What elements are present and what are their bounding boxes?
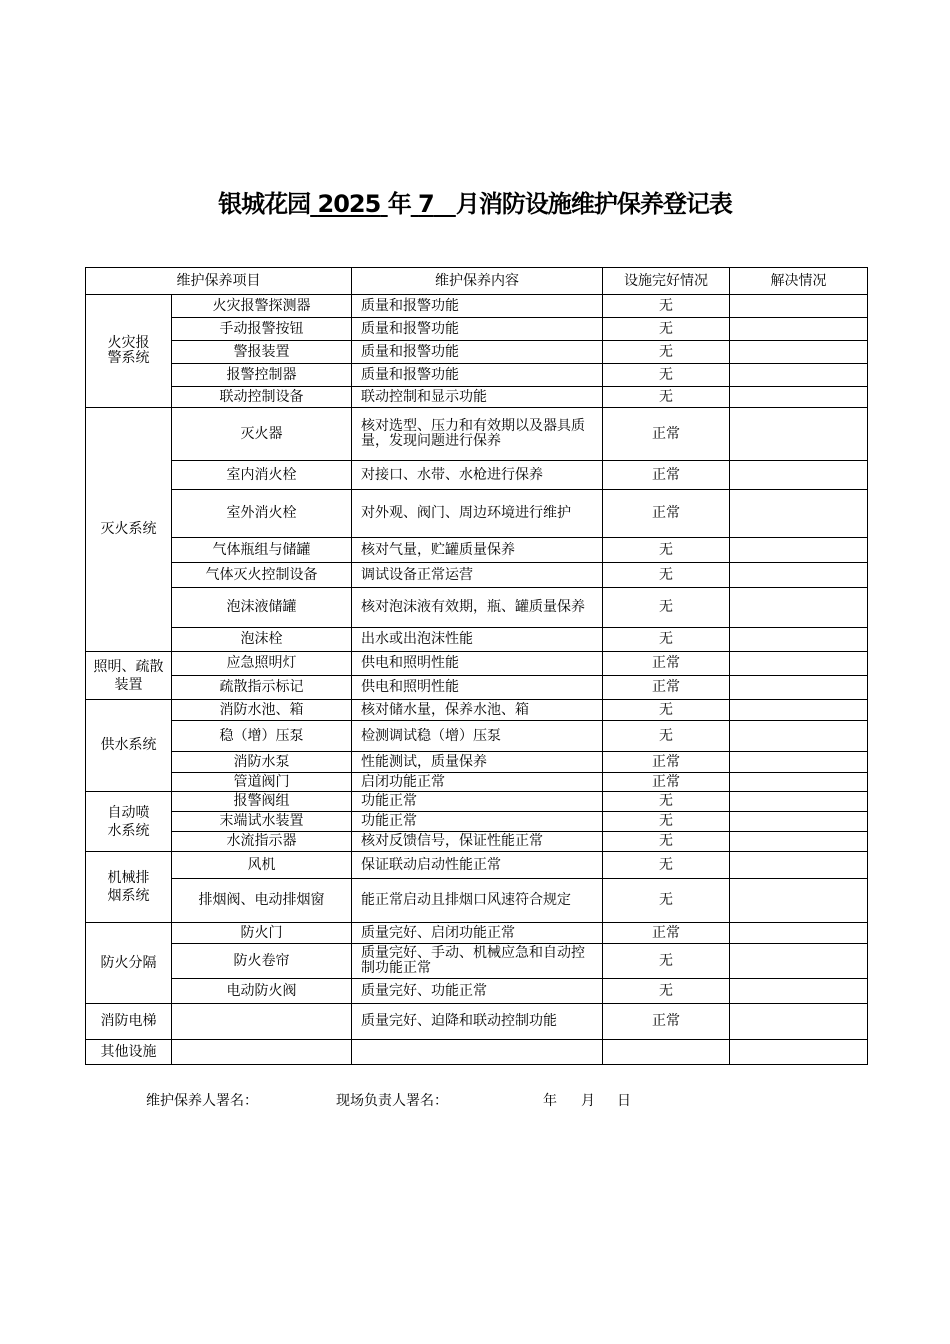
content-cell: 启闭功能正常 [352,773,603,792]
page-title [0,184,950,219]
table-row [86,676,868,700]
condition-cell: 无 [603,979,730,1004]
header-content: 维护保养内容 [352,268,603,295]
item-cell: 应急照明灯 [172,652,352,676]
table-row [86,923,868,944]
content-cell: 核对反馈信号，保证性能正常 [352,832,603,852]
table-row [86,812,868,832]
condition-cell: 无 [603,364,730,387]
content-cell: 质量完好、功能正常 [352,979,603,1004]
condition-cell: 无 [603,832,730,852]
content-cell: 调试设备正常运营 [352,563,603,588]
content-cell: 核对气量，贮罐质量保养 [352,538,603,563]
condition-cell: 无 [603,538,730,563]
content-cell: 供电和照明性能 [352,676,603,700]
item-cell: 室外消火栓 [172,490,352,538]
table-row [86,852,868,879]
condition-cell: 正常 [603,752,730,773]
resolution-cell [730,676,868,700]
title-year: 2025 [317,190,381,218]
table-row [86,295,868,318]
item-cell: 消防水池、箱 [172,700,352,721]
group-name: 机械排烟系统 [86,852,172,923]
resolution-cell [730,979,868,1004]
content-cell: 检测调试稳（增）压泵 [352,721,603,752]
condition-cell: 无 [603,387,730,408]
content-cell: 出水或出泡沫性能 [352,628,603,652]
content-cell: 功能正常 [352,792,603,812]
table-row [86,1004,868,1040]
item-cell: 管道阀门 [172,773,352,792]
resolution-cell [730,944,868,979]
resolution-cell [730,792,868,812]
resolution-cell [730,1004,868,1040]
header-condition: 设施完好情况 [603,268,730,295]
table-row [86,879,868,923]
item-cell: 泡沫液储罐 [172,588,352,628]
maintenance-register-table [85,267,868,1065]
resolution-cell [730,652,868,676]
condition-cell: 无 [603,944,730,979]
date-day-label: 日 [617,1093,631,1109]
date-year-label: 年 [543,1093,557,1109]
table-row [86,408,868,461]
header-item: 维护保养项目 [86,268,352,295]
resolution-cell [730,852,868,879]
item-cell [172,1040,352,1065]
date-month-label: 月 [581,1093,595,1109]
condition-cell: 正常 [603,408,730,461]
table-row [86,588,868,628]
resolution-cell [730,879,868,923]
content-cell: 核对选型、压力和有效期以及器具质量，发现问题进行保养 [352,408,603,461]
group-name: 其他设施 [86,1040,172,1065]
resolution-cell [730,832,868,852]
condition-cell: 无 [603,792,730,812]
content-cell: 质量完好、迫降和联动控制功能 [352,1004,603,1040]
table-row [86,341,868,364]
item-cell: 联动控制设备 [172,387,352,408]
condition-cell: 正常 [603,461,730,490]
item-cell: 报警控制器 [172,364,352,387]
item-cell: 气体灭火控制设备 [172,563,352,588]
content-cell: 功能正常 [352,812,603,832]
condition-cell: 无 [603,812,730,832]
table-row [86,364,868,387]
condition-cell: 无 [603,318,730,341]
table-row [86,944,868,979]
resolution-cell [730,1040,868,1065]
content-cell [352,1040,603,1065]
item-cell: 室内消火栓 [172,461,352,490]
condition-cell: 无 [603,721,730,752]
supervisor-signature-label: 现场负责人署名： [336,1093,448,1109]
condition-cell: 无 [603,700,730,721]
item-cell: 防火门 [172,923,352,944]
resolution-cell [730,408,868,461]
item-cell: 水流指示器 [172,832,352,852]
content-cell: 供电和照明性能 [352,652,603,676]
table-row [86,792,868,812]
resolution-cell [730,295,868,318]
resolution-cell [730,721,868,752]
item-cell: 报警阀组 [172,792,352,812]
table-row [86,773,868,792]
item-cell: 电动防火阀 [172,979,352,1004]
table-row [86,387,868,408]
item-cell: 防火卷帘 [172,944,352,979]
content-cell: 质量和报警功能 [352,364,603,387]
item-cell: 消防水泵 [172,752,352,773]
table-row [86,700,868,721]
resolution-cell [730,773,868,792]
table-row [86,538,868,563]
group-name: 自动喷水系统 [86,792,172,852]
condition-cell: 无 [603,879,730,923]
table-row [86,832,868,852]
resolution-cell [730,563,868,588]
header-resolution: 解决情况 [730,268,868,295]
content-cell: 质量完好、启闭功能正常 [352,923,603,944]
item-cell: 排烟阀、电动排烟窗 [172,879,352,923]
content-cell: 保证联动启动性能正常 [352,852,603,879]
resolution-cell [730,812,868,832]
group-name: 灭火系统 [86,408,172,652]
condition-cell: 正常 [603,773,730,792]
group-name: 供水系统 [86,700,172,792]
content-cell: 质量和报警功能 [352,341,603,364]
item-cell: 气体瓶组与储罐 [172,538,352,563]
item-cell [172,1004,352,1040]
content-cell: 质量完好、手动、机械应急和自动控制功能正常 [352,944,603,979]
condition-cell: 无 [603,628,730,652]
content-cell: 核对泡沫液有效期，瓶、罐质量保养 [352,588,603,628]
table-row [86,752,868,773]
condition-cell: 无 [603,852,730,879]
maintainer-signature-label: 维护保养人署名： [146,1093,258,1109]
content-cell: 能正常启动且排烟口风速符合规定 [352,879,603,923]
condition-cell: 无 [603,295,730,318]
group-name: 火灾报警系统 [86,295,172,408]
table-row [86,1040,868,1065]
table-row [86,721,868,752]
content-cell: 对接口、水带、水枪进行保养 [352,461,603,490]
table-row [86,318,868,341]
item-cell: 灭火器 [172,408,352,461]
condition-cell: 正常 [603,490,730,538]
resolution-cell [730,538,868,563]
table-row [86,652,868,676]
resolution-cell [730,628,868,652]
resolution-cell [730,461,868,490]
group-name: 消防电梯 [86,1004,172,1040]
resolution-cell [730,490,868,538]
resolution-cell [730,364,868,387]
resolution-cell [730,923,868,944]
resolution-cell [730,341,868,364]
resolution-cell [730,700,868,721]
content-cell: 质量和报警功能 [352,295,603,318]
item-cell: 末端试水装置 [172,812,352,832]
item-cell: 风机 [172,852,352,879]
title-month: 7 [418,190,434,218]
condition-cell: 正常 [603,923,730,944]
table-row [86,490,868,538]
content-cell: 性能测试，质量保养 [352,752,603,773]
title-suffix: 月消防设施维护保养登记表 [455,190,732,218]
condition-cell: 正常 [603,1004,730,1040]
resolution-cell [730,588,868,628]
resolution-cell [730,387,868,408]
condition-cell: 正常 [603,676,730,700]
condition-cell: 无 [603,588,730,628]
group-name: 照明、疏散装置 [86,652,172,700]
group-name: 防火分隔 [86,923,172,1004]
table-row [86,979,868,1004]
condition-cell [603,1040,730,1065]
table-row [86,628,868,652]
content-cell: 对外观、阀门、周边环境进行维护 [352,490,603,538]
condition-cell: 正常 [603,652,730,676]
resolution-cell [730,752,868,773]
item-cell: 稳（增）压泵 [172,721,352,752]
item-cell: 疏散指示标记 [172,676,352,700]
content-cell: 质量和报警功能 [352,318,603,341]
resolution-cell [730,318,868,341]
title-prefix: 银城花园 [218,190,311,218]
condition-cell: 无 [603,341,730,364]
item-cell: 泡沫栓 [172,628,352,652]
title-year-unit: 年 [387,190,411,218]
table-row [86,461,868,490]
condition-cell: 无 [603,563,730,588]
item-cell: 火灾报警探测器 [172,295,352,318]
content-cell: 核对储水量，保养水池、箱 [352,700,603,721]
item-cell: 手动报警按钮 [172,318,352,341]
signature-footer [146,1090,631,1110]
item-cell: 警报装置 [172,341,352,364]
content-cell: 联动控制和显示功能 [352,387,603,408]
table-row [86,563,868,588]
header-row [86,268,868,295]
